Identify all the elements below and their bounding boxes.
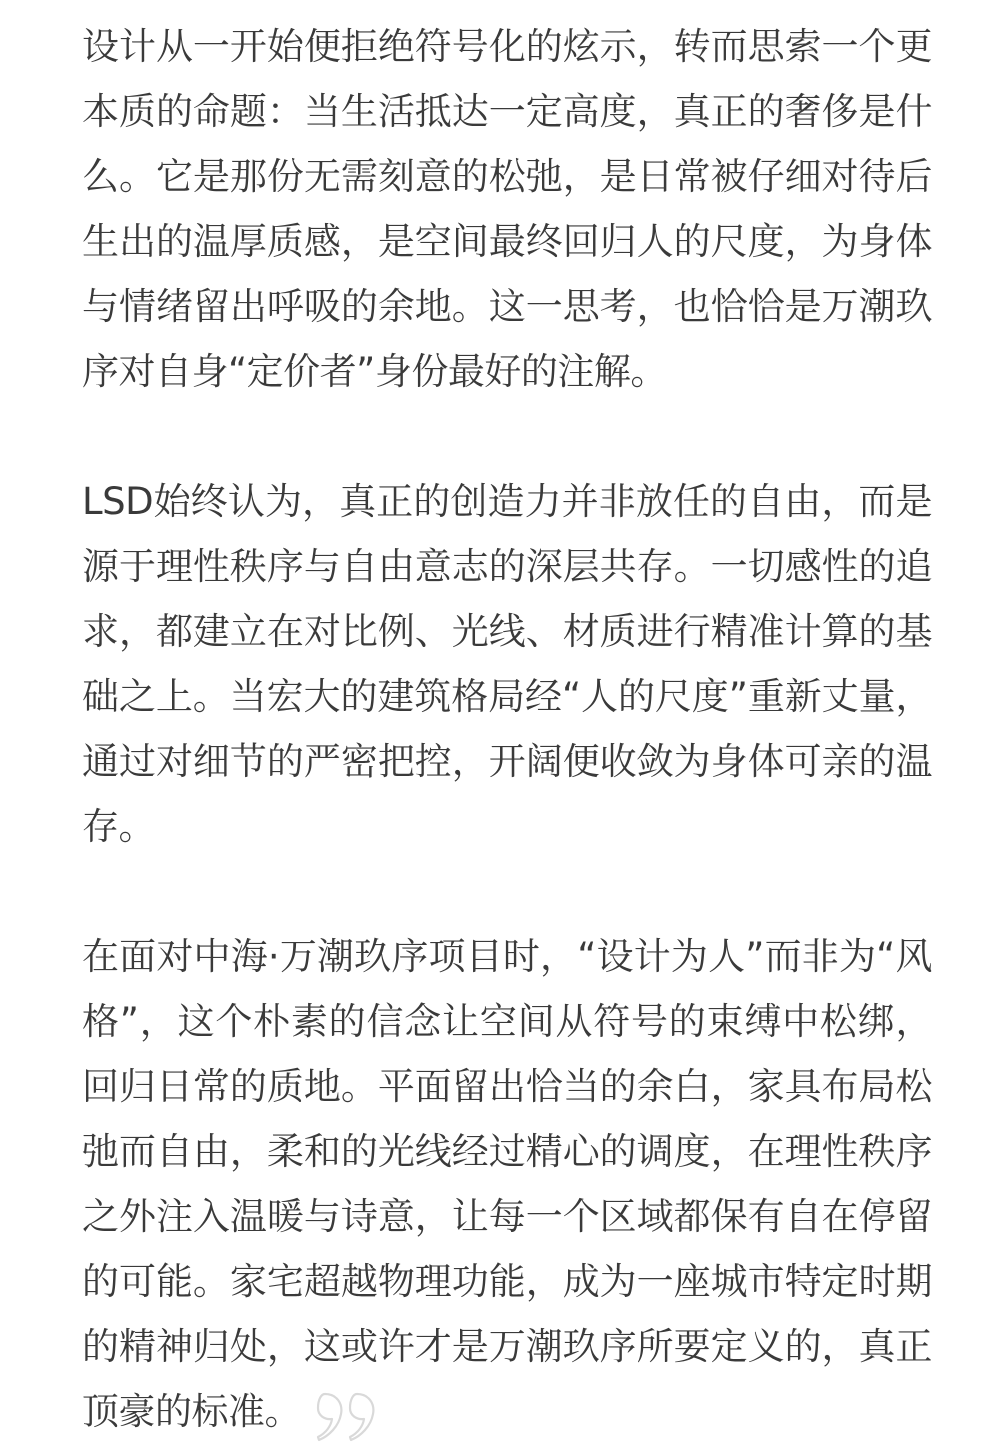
paragraph-3	[82, 924, 932, 1444]
paragraph-2: LSD始终认为，真正的创造力并非放任的自由，而是源于理性秩序与自由意志的深层共存。一切感性的追求，都建立在对比例、光线、材质进行精准计算的基础之上。当宏大的建筑格局经“人的尺度”重新丈量，通过对细节的严密把控，开阔便收敛为身体可亲的温存。	[82, 480, 932, 848]
article-body	[82, 14, 932, 1444]
closing-quote-icon	[315, 1390, 379, 1442]
paragraph-1: 设计从一开始便拒绝符号化的炫示，转而思索一个更本质的命题：当生活抵达一定高度，真正的奢侈是什么。它是那份无需刻意的松弛，是日常被仔细对待后生出的温厚质感，是空间最终回归人的尺度，为身体与情绪留出呼吸的余地。这一思考，也恰恰是万潮玖序对自身“定价者”身份最好的注解。	[82, 25, 932, 393]
paragraph-3-text: 在面对中海·万潮玖序项目时，“设计为人”而非为“风格”，这个朴素的信念让空间从符号的束缚中松绑，回归日常的质地。平面留出恰当的余白，家具布局松弛而自由，柔和的光线经过精心的调度，在理性秩序之外注入温暖与诗意，让每一个区域都保有自在停留的可能。家宅超越物理功能，成为一座城市特定时期的精神归处，这或许才是万潮玖序所要定义的，真正顶豪的标准。	[82, 935, 932, 1433]
